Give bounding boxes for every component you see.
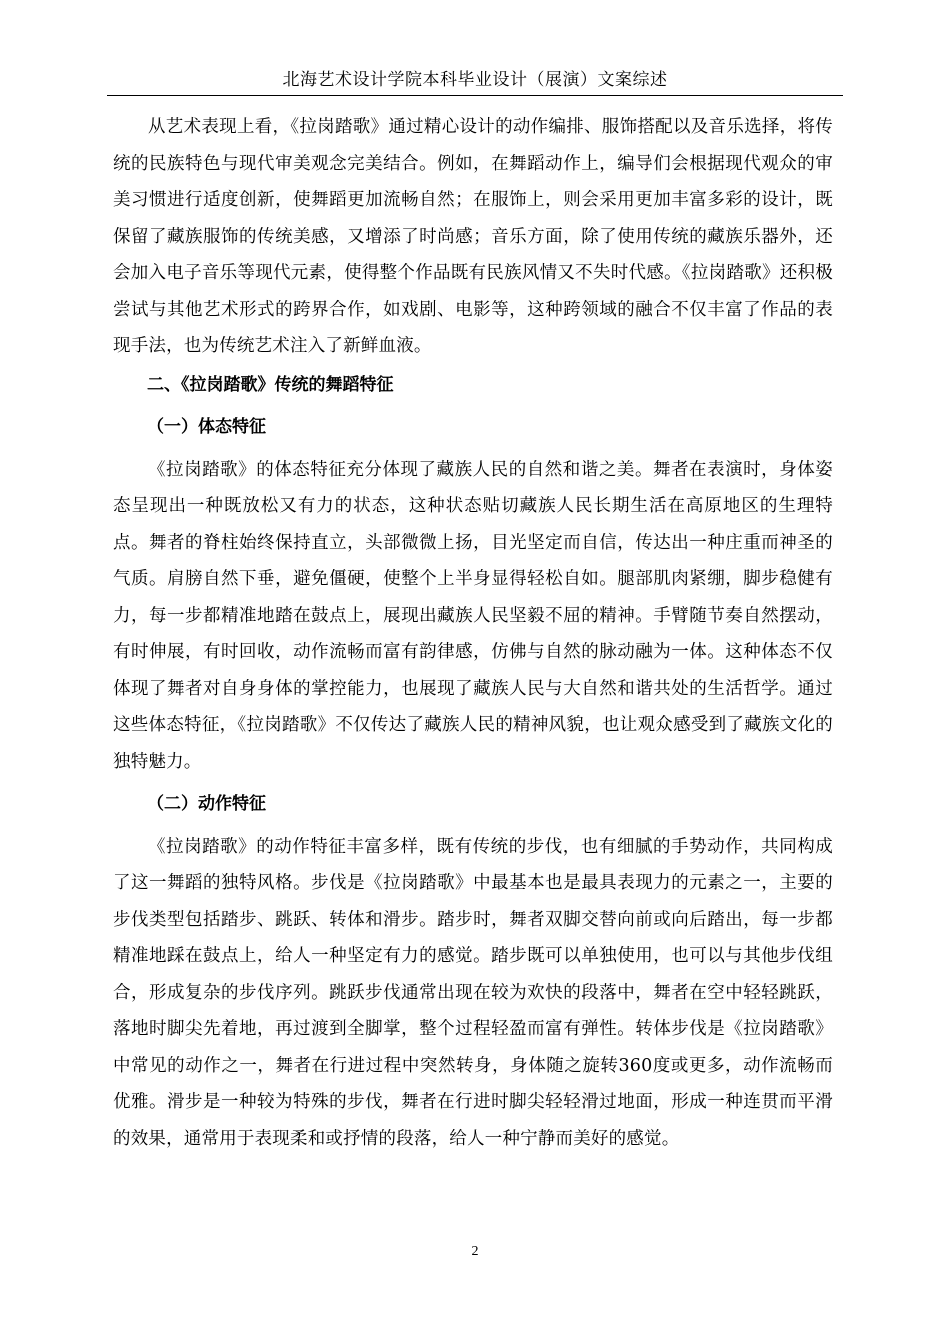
header-rule [107, 95, 843, 96]
paragraph-movement-features: 《拉岗踏歌》的动作特征丰富多样，既有传统的步伐，也有细腻的手势动作，共同构成了这一舞蹈的独特风格。步伐是《拉岗踏歌》中最基本也是最具表现力的元素之一，主要的步伐类型包括踏步、跳跃、转体和滑步。踏步时，舞者双脚交替向前或向后踏出，每一步都精准地踩在鼓点上，给人一种坚定有力的感觉。踏步既可以单独使用，也可以与其他步伐组合，形成复杂的步伐序列。跳跃步伐通常出现在较为欢快的段落中，舞者在空中轻轻跳跃，落地时脚尖先着地，再过渡到全脚掌，整个过程轻盈而富有弹性。转体步伐是《拉岗踏歌》中常见的动作之一，舞者在行进过程中突然转身，身体随之旋转360度或更多，动作流畅而优雅。滑步是一种较为特殊的步伐，舞者在行进时脚尖轻轻滑过地面，形成一种连贯而平滑的效果，通常用于表现柔和或抒情的段落，给人一种宁静而美好的感觉。 [113, 836, 833, 1149]
subsection-heading-movement: （二）动作特征 [147, 794, 266, 814]
running-header: 北海艺术设计学院本科毕业设计（展演）文案综述 [282, 70, 668, 90]
page-number: 2 [471, 1244, 479, 1259]
subsection-heading-posture: （一）体态特征 [147, 417, 266, 437]
section-heading-dance-features: 二、《拉岗踏歌》传统的舞蹈特征 [147, 374, 394, 395]
paragraph-posture-features: 《拉岗踏歌》的体态特征充分体现了藏族人民的自然和谐之美。舞者在表演时，身体姿态呈现出一种既放松又有力的状态，这种状态贴切藏族人民长期生活在高原地区的生理特点。舞者的脊柱始终保持直立，头部微微上扬，目光坚定而自信，传达出一种庄重而神圣的气质。肩膀自然下垂，避免僵硬，使整个上半身显得轻松自如。腿部肌肉紧绷，脚步稳健有力，每一步都精准地踏在鼓点上，展现出藏族人民坚毅不屈的精神。手臂随节奏自然摆动，有时伸展，有时回收，动作流畅而富有韵律感，仿佛与自然的脉动融为一体。这种体态不仅体现了舞者对自身身体的掌控能力，也展现了藏族人民与大自然和谐共处的生活哲学。通过这些体态特征，《拉岗踏歌》不仅传达了藏族人民的精神风貌，也让观众感受到了藏族文化的独特魅力。 [113, 459, 833, 772]
page-content [113, 109, 833, 1157]
paragraph-artistic-expression: 从艺术表现上看，《拉岗踏歌》通过精心设计的动作编排、服饰搭配以及音乐选择，将传统的民族特色与现代审美观念完美结合。例如，在舞蹈动作上，编导们会根据现代观众的审美习惯进行适度创新，使舞蹈更加流畅自然；在服饰上，则会采用更加丰富多彩的设计，既保留了藏族服饰的传统美感，又增添了时尚感；音乐方面，除了使用传统的藏族乐器外，还会加入电子音乐等现代元素，使得整个作品既有民族风情又不失时代感。《拉岗踏歌》还积极尝试与其他艺术形式的跨界合作，如戏剧、电影等，这种跨领域的融合不仅丰富了作品的表现手法，也为传统艺术注入了新鲜血液。 [113, 117, 833, 356]
